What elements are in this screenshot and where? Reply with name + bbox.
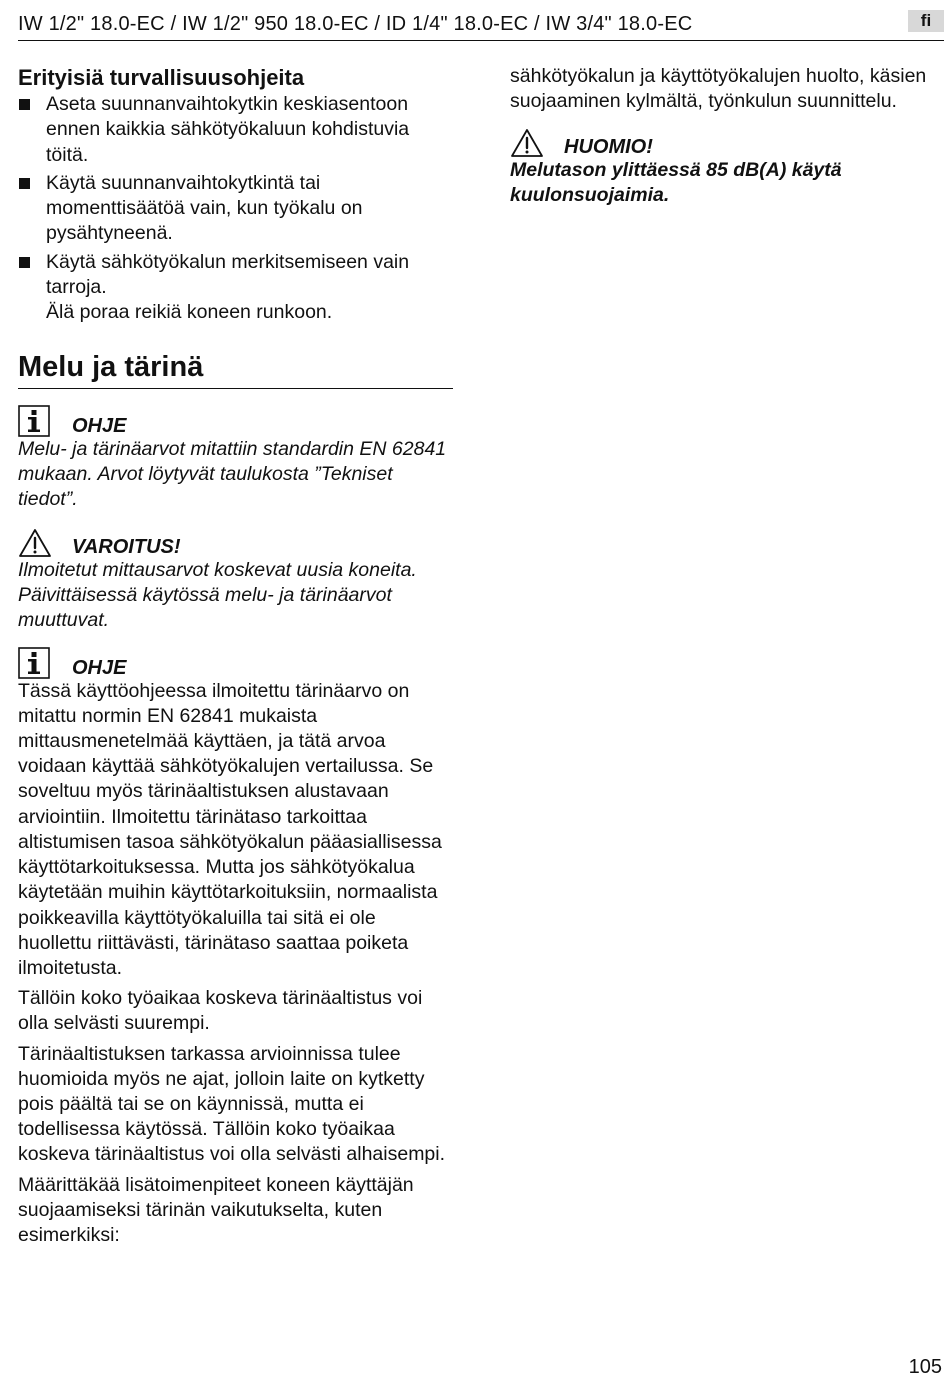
list-item-text: Käytä sähkötyökalun merkitsemiseen vain tarroja. (46, 250, 410, 299)
continuation-text: sähkötyökalun ja käyttötyökalujen huolto, käsien suojaaminen kylmältä, työnkulun suunnittelu. (510, 65, 927, 112)
left-column (18, 64, 453, 1253)
paragraph: Määrittäkää lisätoimenpiteet koneen käyttäjän suojaamiseksi tärinän vaikutukselta, kuten esimerkiksi: (18, 1173, 414, 1246)
list-item (18, 171, 453, 247)
note-box (18, 405, 453, 512)
info-icon (18, 647, 50, 679)
document-title: IW 1/2" 18.0-EC / IW 1/2" 950 18.0-EC / ID 1/4" 18.0-EC / IW 3/4" 18.0-EC (18, 13, 693, 35)
right-column (510, 64, 930, 208)
square-bullet-icon (19, 178, 30, 189)
note-label: OHJE (72, 656, 127, 679)
paragraph: Tässä käyttöohjeessa ilmoitettu tärinäarvo on mitattu normin EN 62841 mukaista mittausmenetelmää käyttäen, ja tätä arvoa voidaan käyttää sähkötyökalujen vertailussa. Se soveltuu myös tärinäaltistuksen alustavaan arviointiin. Ilmoitettu tärinätaso tarkoittaa altistumisen tasoa sähkötyökalun pääasiallisessa käyttötarkoituksessa. Mutta jos sähkötyökalua käytetään muihin käyttötarkoituksiin, normaalista poikkeavilla käyttötyökaluilla tai sitä ei ole huollettu riittävästi, tärinätaso saattaa poiketa ilmoitetusta. (18, 679, 442, 979)
paragraph: Tärinäaltistuksen tarkassa arvioinnissa tulee huomioida myös ne ajat, jolloin laite on kytketty pois päältä tai se on käynnissä, mutta ei todellisessa käytössä. Tällöin koko työaikaa koskeva tärinäaltistus voi olla selvästi alhaisempi. (18, 1042, 446, 1166)
list-item-extra-text: Älä poraa reikiä koneen runkoon. (46, 301, 333, 324)
section-heading: Melu ja tärinä (18, 350, 453, 389)
square-bullet-icon (19, 99, 30, 110)
language-badge: fi (908, 10, 944, 32)
note-box (18, 647, 453, 1248)
list-item-text: Käytä suunnanvaihtokytkintä tai momenttisäätöä vain, kun työkalu on pysähtyneenä. (46, 171, 363, 245)
caution-label: HUOMIO! (564, 136, 653, 158)
safety-list (18, 92, 453, 326)
warning-label: VAROITUS! (72, 535, 181, 558)
paragraph: Tällöin koko työaikaa koskeva tärinäaltistus voi olla selvästi suurempi. (18, 987, 423, 1035)
warning-text: Ilmoitetut mittausarvot koskevat uusia koneita. Päivittäisessä käytössä melu- ja tärinäarvot muuttuvat. (18, 558, 417, 631)
warning-icon (18, 528, 52, 558)
list-item-text: Aseta suunnanvaihtokytkin keskiasentoon ennen kaikkia sähkötyökaluun kohdistuvia töitä. (46, 93, 410, 166)
caution-box (510, 126, 930, 208)
list-item (18, 92, 453, 168)
list-item (18, 250, 453, 326)
warning-icon (510, 128, 544, 158)
page-header (18, 10, 944, 41)
note-text: Melu- ja tärinäarvot mitattiin standardin EN 62841 mukaan. Arvot löytyvät taulukosta ”Tekniset tiedot”. (18, 437, 447, 510)
safety-heading: Erityisiä turvallisuusohjeita (18, 65, 305, 90)
info-icon (18, 405, 50, 437)
page-number: 105 (908, 1356, 942, 1378)
warning-box (18, 526, 453, 633)
square-bullet-icon (19, 257, 30, 268)
note-label: OHJE (72, 414, 127, 437)
caution-text: Melutason ylittäessä 85 dB(A) käytä kuulonsuojaimia. (510, 159, 842, 206)
